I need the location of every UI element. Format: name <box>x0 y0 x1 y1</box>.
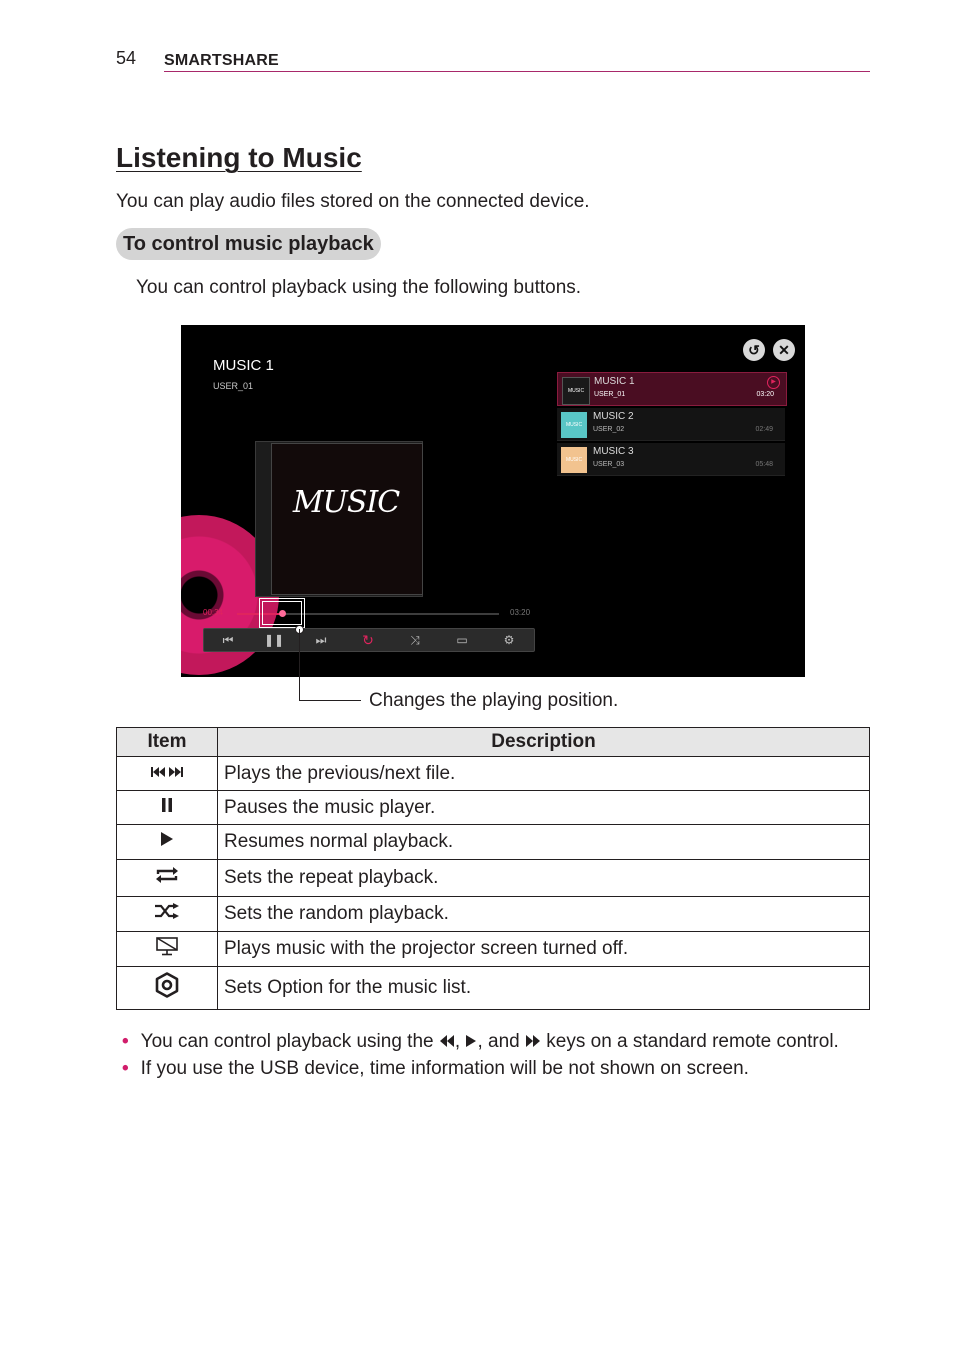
table-row <box>117 967 870 1010</box>
row-description: Pauses the music player. <box>218 791 870 825</box>
now-playing-user: USER_01 <box>213 381 254 391</box>
playlist-item-user: USER_01 <box>594 391 626 398</box>
row-description: Sets Option for the music list. <box>218 967 870 1010</box>
page-number: 54 <box>116 48 137 68</box>
repeat-button[interactable]: ↻ <box>362 632 374 648</box>
playlist-item-user: USER_02 <box>593 426 625 433</box>
callout-line <box>299 629 300 701</box>
elapsed-time: 00:34 <box>203 608 224 617</box>
callout-line <box>299 700 361 701</box>
playlist-thumb: MUSIC <box>562 377 590 405</box>
playlist-item-title: MUSIC 3 <box>593 446 634 457</box>
playlist-thumb: MUSIC <box>561 447 587 473</box>
screen-off-button[interactable]: ▭ <box>456 633 468 647</box>
table-row <box>117 757 870 791</box>
play-key-icon <box>465 1033 477 1049</box>
callout-caption: Changes the playing position. <box>369 690 619 711</box>
note-text: keys on a standard remote control. <box>546 1031 839 1052</box>
notes-list <box>122 1028 839 1082</box>
row-description: Plays music with the projector screen turned off. <box>218 932 870 967</box>
subintro-text: You can control playback using the following buttons. <box>136 277 582 298</box>
table-row <box>117 825 870 860</box>
row-description: Sets the repeat playback. <box>218 860 870 897</box>
option-button[interactable]: ⚙ <box>503 633 515 647</box>
rewind-key-icon <box>439 1033 455 1049</box>
column-header-item: Item <box>117 728 218 757</box>
playlist-item[interactable] <box>557 372 787 406</box>
note-text: If you use the USB device, time information will be not shown on screen. <box>140 1058 749 1079</box>
note-text: , and <box>477 1031 520 1052</box>
note-text: , <box>454 1031 461 1052</box>
screen-off-icon <box>117 932 218 967</box>
fast-forward-key-icon <box>525 1033 541 1049</box>
playlist-item-time: 03:20 <box>756 391 774 398</box>
table-row <box>117 860 870 897</box>
bullet-icon: • <box>122 1031 129 1052</box>
album-art-text: MUSIC <box>292 485 400 520</box>
previous-button[interactable]: ⏮ <box>222 633 234 647</box>
row-description: Resumes normal playback. <box>218 825 870 860</box>
list-item <box>122 1055 839 1082</box>
shuffle-icon <box>117 897 218 932</box>
table-row <box>117 791 870 825</box>
column-header-description: Description <box>218 728 870 757</box>
shuffle-button[interactable]: ⤨ <box>410 633 420 647</box>
table-row <box>117 897 870 932</box>
playlist-item-title: MUSIC 2 <box>593 411 634 422</box>
back-icon[interactable]: ↺ <box>743 339 765 361</box>
playlist-item-user: USER_03 <box>593 461 625 468</box>
subheading-pill: To control music playback <box>116 228 381 260</box>
header-rule <box>164 71 870 72</box>
pause-icon <box>117 791 218 825</box>
music-player-screenshot <box>181 325 805 677</box>
playlist-item-time: 02:49 <box>755 426 773 433</box>
note-text: You can control playback using the <box>140 1031 434 1052</box>
total-time: 03:20 <box>510 608 531 617</box>
playlist-item[interactable] <box>557 408 785 441</box>
previous-next-icon <box>117 757 218 791</box>
playlist-item-title: MUSIC 1 <box>594 376 635 387</box>
row-description: Plays the previous/next file. <box>218 757 870 791</box>
gear-icon <box>117 967 218 1010</box>
playlist-item-time: 05:48 <box>755 461 773 468</box>
play-icon: ▶ <box>767 376 780 389</box>
progress-knob[interactable] <box>279 610 286 617</box>
close-icon[interactable]: ✕ <box>773 339 795 361</box>
table-header-row <box>117 728 870 757</box>
section-title: SMARTSHARE <box>164 52 279 69</box>
repeat-icon <box>117 860 218 897</box>
list-item <box>122 1028 839 1055</box>
bullet-icon: • <box>122 1058 129 1079</box>
playlist-thumb: MUSIC <box>561 412 587 438</box>
table-row <box>117 932 870 967</box>
pause-button[interactable]: ❚❚ <box>263 633 285 647</box>
now-playing-title: MUSIC 1 <box>213 357 274 374</box>
button-description-table <box>116 727 870 1010</box>
next-button[interactable]: ⏭ <box>315 633 327 647</box>
play-icon <box>117 825 218 860</box>
intro-text: You can play audio files stored on the connected device. <box>116 191 590 212</box>
page-title: Listening to Music <box>116 142 362 173</box>
row-description: Sets the random playback. <box>218 897 870 932</box>
playlist-item[interactable] <box>557 443 785 476</box>
